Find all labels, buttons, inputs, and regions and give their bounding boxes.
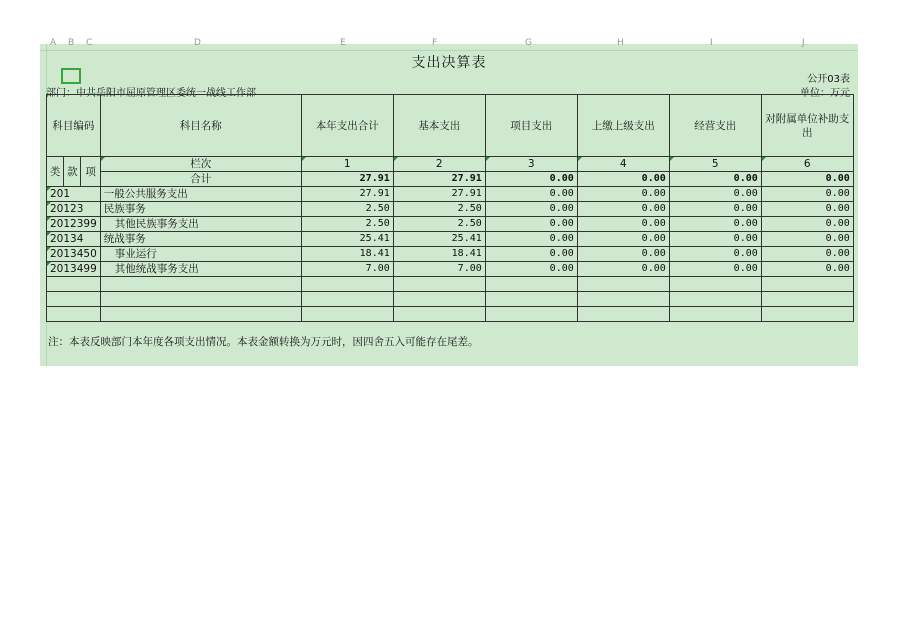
spreadsheet-sheet bbox=[40, 38, 858, 366]
row-value-cell[interactable]: 0.00 bbox=[485, 232, 577, 247]
row-code-cell[interactable]: 20123 bbox=[47, 202, 101, 217]
row-code-cell[interactable]: 20134 bbox=[47, 232, 101, 247]
row-value-cell[interactable]: 0.00 bbox=[485, 217, 577, 232]
row-value-cell[interactable]: 27.91 bbox=[393, 187, 485, 202]
row-value-cell[interactable]: 2.50 bbox=[393, 202, 485, 217]
empty-cell[interactable] bbox=[485, 277, 577, 292]
header-name[interactable]: 科目名称 bbox=[100, 95, 301, 157]
empty-cell[interactable] bbox=[100, 277, 301, 292]
department-label: 部门：中共岳阳市屈原管理区委统一战线工作部 bbox=[46, 88, 256, 99]
column-letter-a[interactable]: A bbox=[50, 38, 57, 48]
column-letter-e[interactable]: E bbox=[340, 38, 346, 48]
row-value-cell[interactable]: 0.00 bbox=[485, 187, 577, 202]
empty-cell[interactable] bbox=[577, 277, 669, 292]
header-subsidy[interactable]: 对附属单位补助支出 bbox=[761, 95, 853, 157]
row-value-cell[interactable]: 0.00 bbox=[761, 187, 853, 202]
row-value-cell[interactable]: 0.00 bbox=[577, 262, 669, 277]
column-letter-d[interactable]: D bbox=[194, 38, 201, 48]
header-basic[interactable]: 基本支出 bbox=[393, 95, 485, 157]
row-value-cell[interactable]: 0.00 bbox=[669, 262, 761, 277]
row-value-cell[interactable]: 0.00 bbox=[669, 232, 761, 247]
total-value-3[interactable]: 0.00 bbox=[485, 172, 577, 187]
row-value-cell[interactable]: 0.00 bbox=[577, 232, 669, 247]
row-value-cell[interactable]: 0.00 bbox=[761, 232, 853, 247]
row-value-cell[interactable]: 0.00 bbox=[761, 247, 853, 262]
row-code-cell[interactable]: 2013450 bbox=[47, 247, 101, 262]
col-num-2[interactable]: 2 bbox=[393, 157, 485, 172]
row-value-cell[interactable]: 0.00 bbox=[485, 202, 577, 217]
row-code-cell[interactable]: 2012399 bbox=[47, 217, 101, 232]
header-lanci[interactable]: 栏次 bbox=[100, 157, 301, 172]
active-cell-selection[interactable] bbox=[61, 68, 81, 84]
row-value-cell[interactable]: 0.00 bbox=[577, 217, 669, 232]
expenditure-table bbox=[46, 94, 854, 322]
row-value-cell[interactable]: 0.00 bbox=[669, 187, 761, 202]
col-num-6[interactable]: 6 bbox=[761, 157, 853, 172]
row-value-cell[interactable]: 2.50 bbox=[301, 202, 393, 217]
total-label[interactable]: 合计 bbox=[100, 172, 301, 187]
table-row bbox=[47, 187, 854, 202]
table-row bbox=[47, 262, 854, 277]
row-value-cell[interactable]: 0.00 bbox=[669, 217, 761, 232]
row-value-cell[interactable]: 25.41 bbox=[301, 232, 393, 247]
row-value-cell[interactable]: 0.00 bbox=[761, 262, 853, 277]
empty-cell[interactable] bbox=[761, 307, 853, 322]
column-letter-j[interactable]: J bbox=[802, 38, 805, 48]
empty-cell[interactable] bbox=[47, 307, 101, 322]
header-business[interactable]: 经营支出 bbox=[669, 95, 761, 157]
row-value-cell[interactable]: 0.00 bbox=[577, 247, 669, 262]
header-upper[interactable]: 上缴上级支出 bbox=[577, 95, 669, 157]
column-letter-b[interactable]: B bbox=[68, 38, 75, 48]
total-value-6[interactable]: 0.00 bbox=[761, 172, 853, 187]
header-project[interactable]: 项目支出 bbox=[485, 95, 577, 157]
empty-cell[interactable] bbox=[669, 307, 761, 322]
row-value-cell[interactable]: 18.41 bbox=[393, 247, 485, 262]
col-num-3[interactable]: 3 bbox=[485, 157, 577, 172]
row-value-cell[interactable]: 0.00 bbox=[577, 202, 669, 217]
empty-cell[interactable] bbox=[577, 292, 669, 307]
empty-cell[interactable] bbox=[100, 292, 301, 307]
empty-row bbox=[47, 292, 854, 307]
empty-cell[interactable] bbox=[393, 307, 485, 322]
header-xiang[interactable]: 项 bbox=[81, 157, 100, 187]
empty-cell[interactable] bbox=[100, 307, 301, 322]
header-lei[interactable]: 类 bbox=[47, 157, 64, 187]
col-num-1[interactable]: 1 bbox=[301, 157, 393, 172]
row-code-cell[interactable]: 2013499 bbox=[47, 262, 101, 277]
table-row bbox=[47, 202, 854, 217]
row-name-cell[interactable]: 其他民族事务支出 bbox=[100, 217, 301, 232]
row-value-cell[interactable]: 2.50 bbox=[301, 217, 393, 232]
empty-cell[interactable] bbox=[393, 292, 485, 307]
header-code[interactable]: 科目编码 bbox=[47, 95, 101, 157]
empty-cell[interactable] bbox=[301, 292, 393, 307]
empty-cell[interactable] bbox=[761, 277, 853, 292]
empty-cell[interactable] bbox=[301, 307, 393, 322]
empty-cell[interactable] bbox=[761, 292, 853, 307]
header-total[interactable]: 本年支出合计 bbox=[301, 95, 393, 157]
row-value-cell[interactable]: 25.41 bbox=[393, 232, 485, 247]
row-name-cell[interactable]: 一般公共服务支出 bbox=[100, 187, 301, 202]
empty-cell[interactable] bbox=[485, 307, 577, 322]
total-value-4[interactable]: 0.00 bbox=[577, 172, 669, 187]
col-num-5[interactable]: 5 bbox=[669, 157, 761, 172]
empty-cell[interactable] bbox=[393, 277, 485, 292]
column-letter-i[interactable]: I bbox=[710, 38, 713, 48]
row-name-cell[interactable]: 统战事务 bbox=[100, 232, 301, 247]
row-name-cell[interactable]: 事业运行 bbox=[100, 247, 301, 262]
row-value-cell[interactable]: 2.50 bbox=[393, 217, 485, 232]
unit-label: 单位：万元 bbox=[800, 88, 850, 99]
row-value-cell[interactable]: 7.00 bbox=[301, 262, 393, 277]
row-value-cell[interactable]: 0.00 bbox=[669, 202, 761, 217]
row-name-cell[interactable]: 其他统战事务支出 bbox=[100, 262, 301, 277]
sheet-title: 支出决算表 bbox=[411, 55, 487, 71]
total-value-2[interactable]: 27.91 bbox=[393, 172, 485, 187]
empty-row bbox=[47, 307, 854, 322]
column-letter-f[interactable]: F bbox=[432, 38, 438, 48]
row-value-cell[interactable]: 0.00 bbox=[485, 247, 577, 262]
empty-cell[interactable] bbox=[577, 307, 669, 322]
total-value-5[interactable]: 0.00 bbox=[669, 172, 761, 187]
empty-row bbox=[47, 277, 854, 292]
row-value-cell[interactable]: 0.00 bbox=[761, 202, 853, 217]
header-kuan[interactable]: 款 bbox=[64, 157, 81, 187]
row-value-cell[interactable]: 0.00 bbox=[485, 262, 577, 277]
empty-cell[interactable] bbox=[669, 292, 761, 307]
form-number: 公开03表 bbox=[807, 74, 850, 85]
col-num-4[interactable]: 4 bbox=[577, 157, 669, 172]
column-header-strip bbox=[40, 38, 858, 51]
empty-cell[interactable] bbox=[669, 277, 761, 292]
empty-cell[interactable] bbox=[47, 292, 101, 307]
row-value-cell[interactable]: 0.00 bbox=[669, 247, 761, 262]
row-value-cell[interactable]: 27.91 bbox=[301, 187, 393, 202]
footnote: 注：本表反映部门本年度各项支出情况。本表金额转换为万元时，因四舍五入可能存在尾差。 bbox=[48, 336, 479, 348]
table-row bbox=[47, 217, 854, 232]
row-name-cell[interactable]: 民族事务 bbox=[100, 202, 301, 217]
table-row bbox=[47, 247, 854, 262]
empty-cell[interactable] bbox=[47, 277, 101, 292]
column-letter-h[interactable]: H bbox=[617, 38, 624, 48]
total-value-1[interactable]: 27.91 bbox=[301, 172, 393, 187]
empty-cell[interactable] bbox=[301, 277, 393, 292]
row-value-cell[interactable]: 7.00 bbox=[393, 262, 485, 277]
column-letter-g[interactable]: G bbox=[525, 38, 532, 48]
table-row bbox=[47, 232, 854, 247]
row-value-cell[interactable]: 0.00 bbox=[761, 217, 853, 232]
row-code-cell[interactable]: 201 bbox=[47, 187, 101, 202]
empty-cell[interactable] bbox=[485, 292, 577, 307]
row-value-cell[interactable]: 0.00 bbox=[577, 187, 669, 202]
row-value-cell[interactable]: 18.41 bbox=[301, 247, 393, 262]
column-letter-c[interactable]: C bbox=[86, 38, 93, 48]
